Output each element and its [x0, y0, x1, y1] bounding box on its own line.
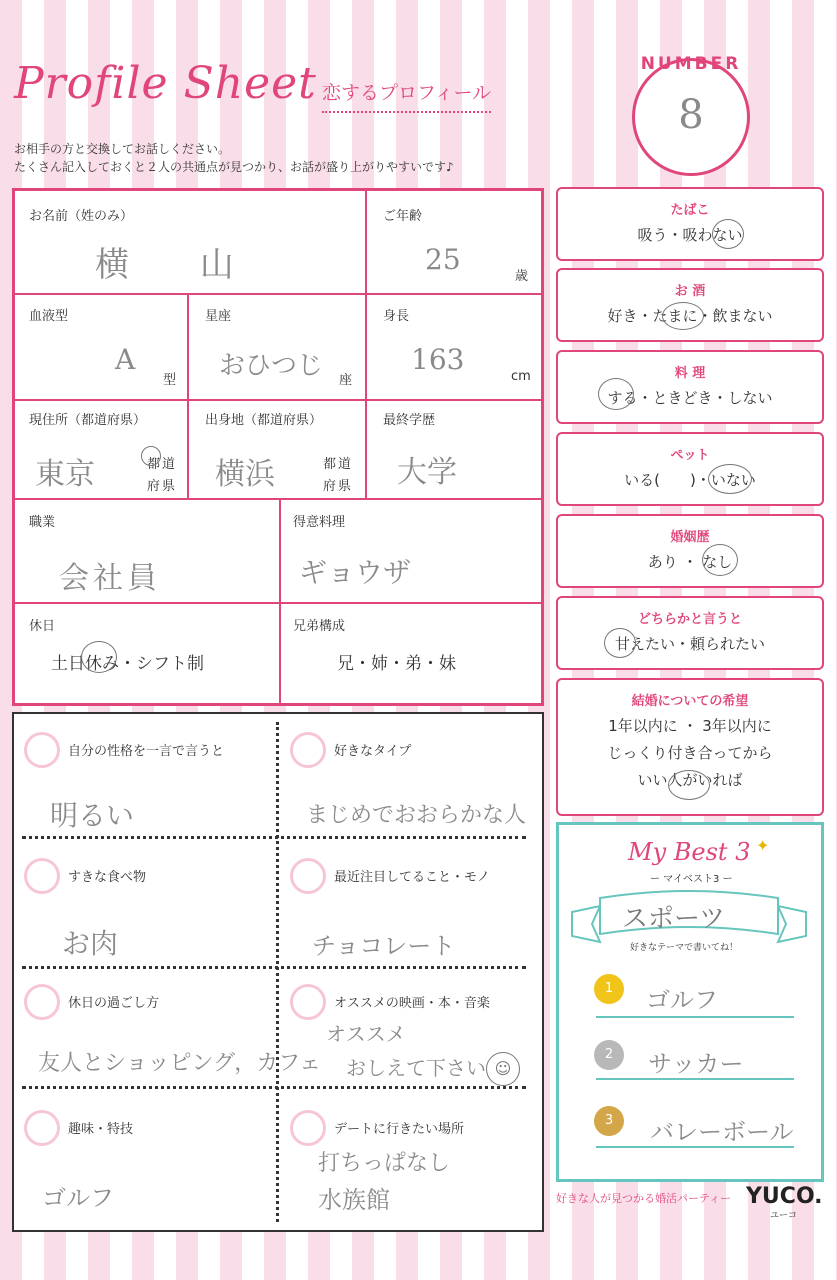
- intro-line-1: お相手の方と交換してお話しください。: [14, 142, 231, 156]
- pref-pet: [556, 432, 824, 506]
- pref-marriage-hope-line-3: いい人がいれば: [637, 771, 743, 789]
- q3-label: すきな食べ物: [68, 870, 147, 885]
- name-value: 横 山: [95, 245, 264, 285]
- name-label: お名前（姓のみ）: [29, 209, 134, 224]
- pref-marriage-hope-circle-mark: [668, 770, 710, 800]
- gold-medal-icon: 1: [594, 974, 624, 1004]
- best3-theme: スポーツ: [622, 904, 725, 934]
- holiday-label: 休日: [29, 619, 56, 634]
- best3-theme-note: 好きなテーマで書いてね！: [630, 943, 739, 953]
- q2-answer: まじめでおおらかな人: [306, 803, 527, 828]
- brand-logo: YUCO.: [746, 1184, 823, 1209]
- q-icon: [290, 858, 326, 894]
- cooking-value: ギョウザ: [299, 556, 412, 589]
- education-value: 大学: [397, 455, 457, 490]
- pref-marriage-hope: [556, 678, 824, 816]
- height-unit: cm: [511, 369, 531, 384]
- q5-label: 休日の過ごし方: [68, 996, 160, 1011]
- pref-tobacco-circle-mark: [712, 219, 744, 249]
- intro-line-2: たくさん記入しておくと２人の共通点が見つかり、お話が盛り上がりやすいです♪: [14, 160, 454, 174]
- bronze-medal-icon: 3: [594, 1106, 624, 1136]
- pref-cooking-title: 料 理: [674, 366, 706, 381]
- q-icon: [24, 858, 60, 894]
- pref-cooking-options: する・ときどき・しない: [607, 389, 773, 407]
- pref-pet-circle-mark: [708, 464, 752, 494]
- q1-label: 自分の性格を一言で言うと: [68, 744, 225, 759]
- best3-item-1: ゴルフ: [646, 986, 718, 1014]
- age-unit: 歳: [515, 269, 529, 284]
- q8-answer-line-2: 水族館: [318, 1186, 390, 1214]
- zodiac-value: おひつじ: [219, 351, 324, 381]
- q7-label: 趣味・特技: [68, 1122, 134, 1137]
- q-icon: [24, 732, 60, 768]
- q6-label: オススメの映画・本・音楽: [334, 996, 490, 1011]
- holiday-circle-mark: [81, 641, 117, 673]
- q5-answer: 友人とショッピング，カフェ: [38, 1051, 322, 1076]
- residence-value: 東京: [35, 457, 95, 492]
- footer-tagline: 好きな人が見つかる婚活パーティー: [556, 1192, 732, 1205]
- pref-pet-options: いる( )・いない: [624, 471, 756, 489]
- residence-unit-1: 都道: [147, 457, 178, 472]
- blood-label: 血液型: [29, 309, 69, 324]
- residence-label: 現住所（都道府県）: [29, 413, 147, 428]
- pref-personality-options: 甘えたい・頼られたい: [614, 635, 765, 653]
- blood-value: A: [115, 343, 136, 376]
- pref-marriage-history-circle-mark: [702, 544, 738, 576]
- birthplace-unit-1: 都道: [323, 457, 354, 472]
- birthplace-value: 横浜: [215, 457, 275, 492]
- sheet-title: Profile Sheet: [14, 58, 317, 109]
- smiley-icon: ☺: [486, 1052, 520, 1086]
- job-label: 職業: [29, 515, 56, 530]
- q4-answer: チョコレート: [312, 932, 456, 960]
- pref-marriage-history: [556, 514, 824, 588]
- residence-circle-mark: [141, 446, 161, 466]
- intro-text: [14, 140, 454, 176]
- pref-marriage-history-options: あり ・ なし: [647, 553, 733, 571]
- q-icon: [24, 984, 60, 1020]
- number-value: 8: [678, 92, 704, 138]
- question-box: [12, 712, 544, 1232]
- q8-answer-line-1: 打ちっぱなし: [318, 1151, 451, 1176]
- pref-marriage-history-title: 婚姻歴: [670, 530, 710, 545]
- best3-subtitle: ー マイベスト3 ー: [650, 874, 733, 885]
- q2-label: 好きなタイプ: [334, 744, 412, 759]
- pref-personality-circle-mark: [604, 628, 636, 658]
- job-value: 会社員: [59, 561, 161, 596]
- q-icon: [24, 1110, 60, 1146]
- pref-alcohol: [556, 268, 824, 342]
- sparkle-icon: ✦: [756, 836, 770, 855]
- q6-answer-line-1: オススメ: [326, 1022, 406, 1046]
- number-label: NUMBER: [640, 54, 742, 74]
- brand-subtitle: ユーコ: [770, 1211, 798, 1221]
- height-value: 163: [411, 343, 465, 376]
- siblings-value: 兄・姉・弟・妹: [337, 654, 456, 674]
- blood-unit: 型: [163, 373, 177, 388]
- pref-alcohol-options: 好き・たまに・飲まない: [607, 307, 773, 325]
- siblings-label: 兄弟構成: [293, 619, 346, 634]
- best3-item-3: バレーボール: [650, 1118, 794, 1146]
- age-label: ご年齢: [383, 209, 423, 224]
- cooking-label: 得意料理: [293, 515, 346, 530]
- q-icon: [290, 984, 326, 1020]
- pref-marriage-hope-line-2: じっくり付き合ってから: [607, 744, 773, 762]
- q4-label: 最近注目してること・モノ: [334, 870, 490, 885]
- pref-tobacco-title: たばこ: [670, 203, 710, 218]
- q7-answer: ゴルフ: [42, 1184, 114, 1212]
- pref-pet-title: ペット: [670, 448, 710, 463]
- pref-cooking-circle-mark: [598, 378, 634, 410]
- q6-answer-line-2: おしえて下さい: [346, 1056, 486, 1080]
- pref-marriage-hope-line-1: 1年以内に ・ 3年以内に: [608, 717, 772, 735]
- best3-title: My Best 3: [628, 838, 751, 866]
- pref-alcohol-circle-mark: [662, 302, 704, 330]
- pref-personality: [556, 596, 824, 670]
- zodiac-label: 星座: [205, 309, 232, 324]
- q3-answer: お肉: [62, 927, 119, 960]
- pref-personality-title: どちらかと言うと: [637, 612, 742, 627]
- education-label: 最終学歴: [383, 413, 436, 428]
- height-label: 身長: [383, 309, 410, 324]
- pref-alcohol-title: お 酒: [674, 284, 706, 299]
- profile-box: [12, 188, 544, 706]
- pref-marriage-hope-title: 結婚についての希望: [631, 694, 749, 709]
- zodiac-unit: 座: [339, 373, 353, 388]
- q1-answer: 明るい: [50, 799, 135, 832]
- residence-unit-2: 府県: [147, 479, 178, 494]
- silver-medal-icon: 2: [594, 1040, 624, 1070]
- q8-label: デートに行きたい場所: [334, 1122, 465, 1137]
- birthplace-label: 出身地（都道府県）: [205, 413, 323, 428]
- best3-item-2: サッカー: [648, 1050, 744, 1078]
- q-icon: [290, 1110, 326, 1146]
- sheet-subtitle: 恋するプロフィール: [322, 78, 491, 113]
- pref-cooking: [556, 350, 824, 424]
- age-value: 25: [425, 243, 461, 276]
- q-icon: [290, 732, 326, 768]
- holiday-value: 土日休み・シフト制: [51, 654, 204, 674]
- pref-tobacco-options: 吸う・吸わない: [637, 226, 743, 244]
- pref-tobacco: [556, 187, 824, 261]
- birthplace-unit-2: 府県: [323, 479, 354, 494]
